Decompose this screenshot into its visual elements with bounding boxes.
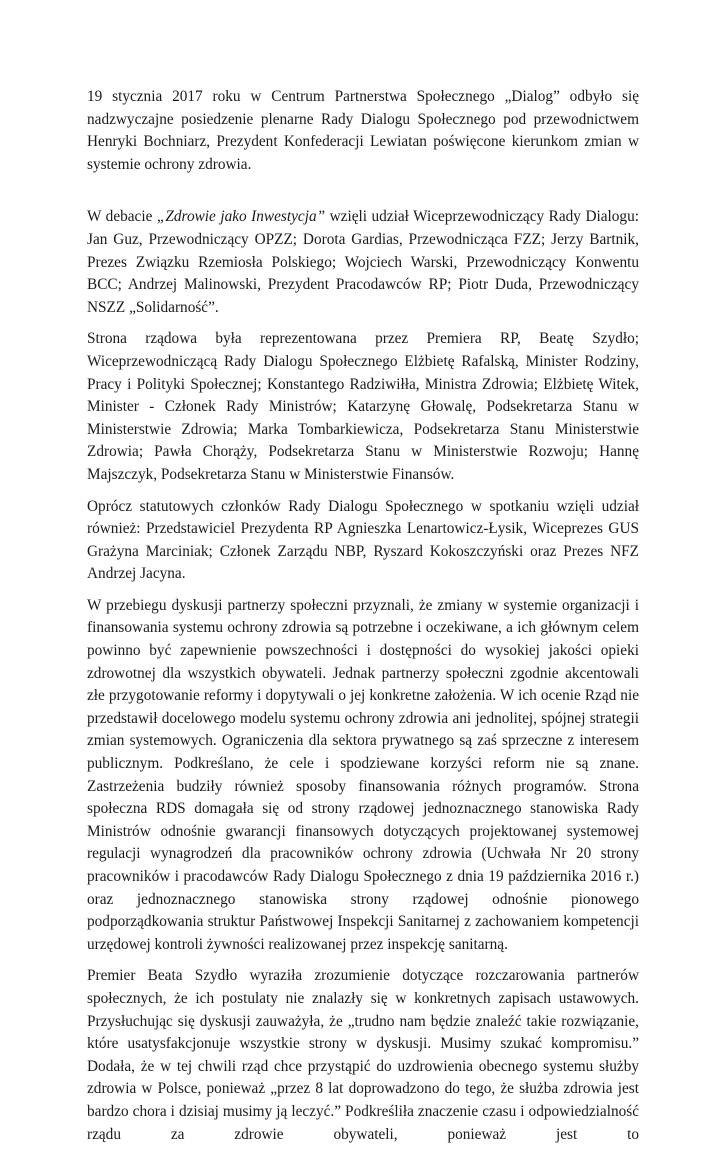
debate-intro-text: W debacie: [87, 208, 157, 226]
paragraph-debate-participants: [87, 206, 639, 319]
paragraph-other-attendees: Oprócz statutowych członków Rady Dialogu Społecznego w spotkaniu wzięli udział również: Przedstawiciel Prezydenta RP Agnieszka Lenartowicz-Łysik, Wiceprezes GUS Grażyna Marciniak; Członek Zarządu NBP, Ryszard Kokoszczyński oraz Prezes NFZ Andrzej Jacyna.: [87, 497, 639, 583]
debate-title: „Zdrowie jako Inwestycja”: [156, 208, 326, 226]
paragraph-government-side: Strona rządowa była reprezentowana przez Premiera RP, Beatę Szydło; Wiceprzewodniczącą Rady Dialogu Społecznego Elżbietę Rafalską, Minister Rodziny, Pracy i Polityki Społecznej; Konstantego Radziwiłła, Ministra Zdrowia; Elżbietę Witek, Minister - Członek Rady Ministrów; Katarzynę Głowalę, Podsekretarza Stanu w Ministerstwie Zdrowia; Marka Tombarkiewicza, Podsekretarza Stanu Ministerstwie Zdrowia; Pawła Chorąży, Podsekretarza Stanu w Ministerstwie Rozwoju; Hannę Majszczyk, Podsekretarza Stanu w Ministerstwie Finansów.: [87, 330, 639, 483]
debate-participants-text: wzięli udział Wiceprzewodniczący Rady Dialogu: Jan Guz, Przewodniczący OPZZ; Dorota Gardias, Przewodnicząca FZZ; Jerzy Bartnik, Prezes Związku Rzemiosła Polskiego; Wojciech Warski, Przewodniczący Konwentu BCC; Andrzej Malinowski, Prezydent Pracodawców RP; Piotr Duda, Przewodniczący NSZZ „Solidarność”.: [87, 208, 639, 316]
paragraph-premier-statement: Premier Beata Szydło wyraziła zrozumienie dotyczące rozczarowania partnerów społecznych, że ich postulaty nie znalazły się w konkretnych zapisach ustawowych. Przysłuchując się dyskusji zauważyła, że „trudno nam będzie znaleźć takie rozwiązanie, które usatysfakcjonuje wszystkie strony w dyskusji. Musimy szukać kompromisu.” Dodała, że w tej chwili rząd chce przystąpić do uzdrowienia obecnego systemu służby zdrowia w Polsce, ponieważ „przez 8 lat doprowadzono do tego, że służba zdrowia jest bardzo chora i dzisiaj musimy ją leczyć.” Podkreśliła znaczenie czasu i odpowiedzialność rządu za zdrowie obywateli, ponieważ jest to: [87, 967, 639, 1143]
paragraph-discussion: W przebiegu dyskusji partnerzy społeczni przyznali, że zmiany w systemie organizacji i finansowania systemu ochrony zdrowia są potrzebne i oczekiwane, a ich głównym celem powinno być zapewnienie powszechności i dostępności do wysokiej jakości opieki zdrowotnej dla wszystkich obywateli. Jednak partnerzy społeczni zgodnie akcentowali złe przygotowanie reformy i dopytywali o jej konkretne założenia. W ich ocenie Rząd nie przedstawił docelowego modelu systemu ochrony zdrowia ani jednolitej, spójnej strategii zmian systemowych. Ograniczenia dla sektora prywatnego są zaś sprzeczne z interesem publicznym. Podkreślano, że cele i spodziewane korzyści reform nie są znane. Zastrzeżenia budziły również sposoby finansowania różnych programów. Strona społeczna RDS domagała się od strony rządowej jednoznacznego stanowiska Rady Ministrów odnośnie gwarancji finansowych dotyczących projektowanej systemowej regulacji wynagrodzeń dla pracowników ochrony zdrowia (Uchwała Nr 20 strony pracowników i pracodawców Rady Dialogu Społecznego z dnia 19 października 2016 r.) oraz jednoznacznego stanowiska strony rządowej odnośnie pionowego podporządkowania struktur Państwowej Inspekcji Sanitarnej z zachowaniem kompetencji urzędowej kontroli żywności realizowanej przez inspekcję sanitarną.: [87, 596, 639, 953]
document-body: [87, 86, 639, 1155]
paragraph-meeting-intro: 19 stycznia 2017 roku w Centrum Partnerstwa Społecznego „Dialog” odbyło się nadzwyczajne posiedzenie plenarne Rady Dialogu Społecznego pod przewodnictwem Henryki Bochniarz, Prezydent Konfederacji Lewiatan poświęcone kierunkom zmian w systemie ochrony zdrowia.: [87, 88, 639, 173]
